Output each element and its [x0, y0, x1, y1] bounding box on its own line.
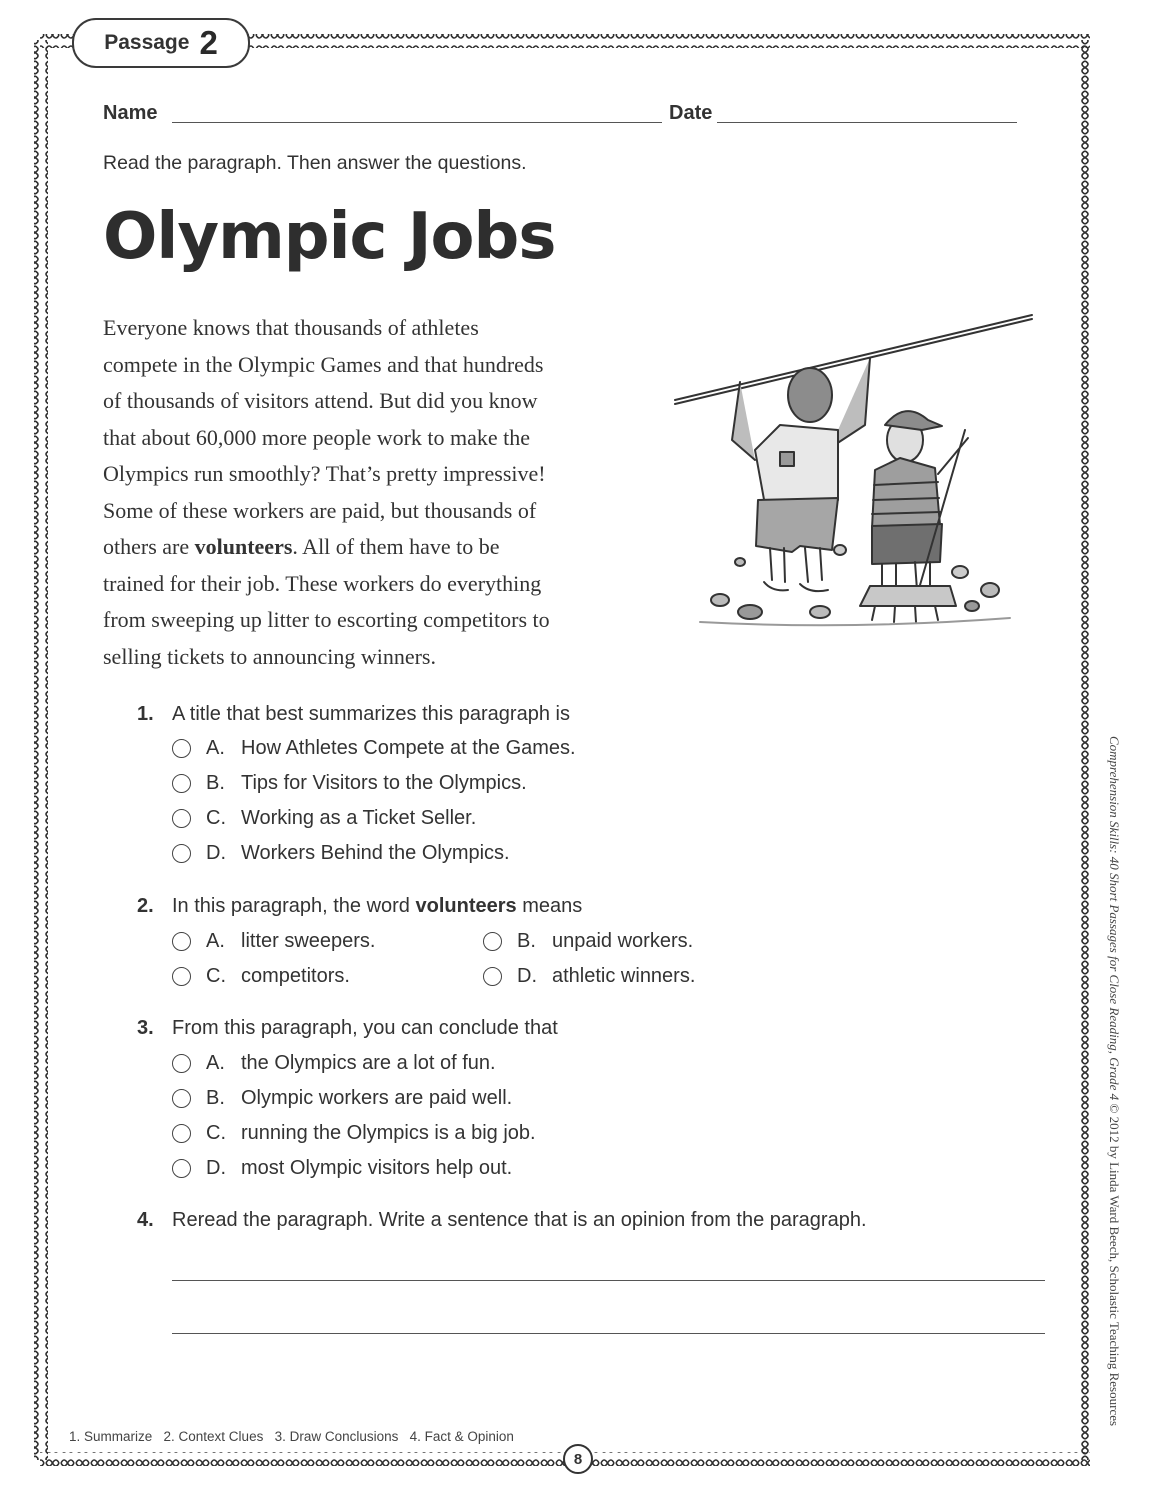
vocabulary-word: volunteers	[415, 895, 517, 917]
radio-button[interactable]	[172, 739, 191, 758]
option-letter: A.	[206, 737, 225, 759]
option-letter: C.	[206, 965, 226, 987]
paragraph-line: compete in the Olympic Games and that hundreds	[103, 351, 544, 377]
option-text: Olympic workers are paid well.	[241, 1087, 513, 1109]
question-number: 2.	[137, 895, 154, 917]
option-text: Working as a Ticket Seller.	[241, 807, 477, 829]
paragraph-line: selling tickets to announcing winners.	[103, 643, 436, 669]
option-letter: A.	[206, 1052, 225, 1074]
answer-option-1b[interactable]	[172, 772, 527, 795]
paragraph-line: that about 60,000 more people work to make the	[103, 424, 531, 450]
name-label: Name	[103, 102, 158, 124]
answer-line[interactable]	[172, 1280, 1045, 1281]
option-letter: D.	[206, 1157, 226, 1179]
date-label: Date	[669, 102, 713, 124]
answer-option-1a[interactable]	[172, 737, 576, 760]
question-text: From this paragraph, you can conclude that	[172, 1017, 558, 1039]
radio-button[interactable]	[172, 1159, 191, 1178]
page-number: 8	[563, 1444, 593, 1474]
paragraph-line: Some of these workers are paid, but thousands of	[103, 497, 537, 523]
radio-button[interactable]	[172, 774, 191, 793]
paragraph-line: Everyone knows that thousands of athletes	[103, 315, 479, 340]
option-text: Workers Behind the Olympics.	[241, 842, 510, 864]
option-text: litter sweepers.	[241, 930, 376, 952]
paragraph-text: others are	[103, 534, 190, 559]
name-field[interactable]	[172, 122, 662, 123]
radio-button[interactable]	[172, 1124, 191, 1143]
radio-button[interactable]	[172, 1089, 191, 1108]
option-text: most Olympic visitors help out.	[241, 1157, 513, 1179]
passage-label: Passage	[104, 31, 190, 54]
skills-list: 1. Summarize 2. Context Clues 3. Draw Conclusions 4. Fact & Opinion	[69, 1429, 514, 1444]
option-letter: D.	[206, 842, 226, 864]
option-text: the Olympics are a lot of fun.	[241, 1052, 496, 1074]
question-text-part: In this paragraph, the word	[172, 895, 410, 917]
answer-option-2a[interactable]	[172, 930, 376, 953]
date-field[interactable]	[717, 122, 1017, 123]
passage-number: 2	[199, 24, 218, 61]
option-letter: C.	[206, 1122, 226, 1144]
radio-button[interactable]	[172, 844, 191, 863]
paragraph-text: . All of them have to be	[292, 534, 500, 559]
answer-option-2d[interactable]	[483, 965, 695, 988]
answer-option-2b[interactable]	[483, 930, 693, 953]
paragraph-line: Olympics run smoothly? That’s pretty impressive!	[103, 461, 546, 486]
option-text: running the Olympics is a big job.	[241, 1122, 536, 1144]
radio-button[interactable]	[172, 809, 191, 828]
option-letter: B.	[206, 772, 225, 794]
question-text	[172, 895, 582, 918]
instructions: Read the paragraph. Then answer the questions.	[103, 152, 527, 174]
credit-text: © 2012 by Linda Ward Beech, Scholastic Teaching Resources	[1107, 1100, 1122, 1427]
option-letter: D.	[517, 965, 537, 987]
book-title: Comprehension Skills: 40 Short Passages for Close Reading, Grade 4	[1107, 735, 1122, 1101]
vocabulary-word: volunteers	[194, 534, 293, 559]
option-text: athletic winners.	[552, 965, 696, 987]
answer-option-3d[interactable]	[172, 1157, 512, 1180]
question-number: 4.	[137, 1209, 154, 1231]
question-number: 3.	[137, 1017, 154, 1039]
question-text: A title that best summarizes this paragraph is	[172, 703, 570, 725]
workers-illustration	[660, 300, 1040, 640]
radio-button[interactable]	[483, 932, 502, 951]
question-number: 1.	[137, 703, 154, 725]
passage-tab	[72, 18, 250, 68]
option-text: unpaid workers.	[552, 930, 694, 952]
option-letter: B.	[517, 930, 536, 952]
radio-button[interactable]	[172, 1054, 191, 1073]
question-text: Reread the paragraph. Write a sentence that is an opinion from the paragraph.	[172, 1209, 867, 1231]
question-text-part: means	[522, 895, 583, 917]
option-letter: B.	[206, 1087, 225, 1109]
radio-button[interactable]	[172, 932, 191, 951]
option-text: competitors.	[241, 965, 350, 987]
answer-option-3b[interactable]	[172, 1087, 512, 1110]
option-letter: C.	[206, 807, 226, 829]
option-text: Tips for Visitors to the Olympics.	[241, 772, 527, 794]
copyright-credit	[1106, 696, 1122, 1466]
page-title: Olympic Jobs	[103, 200, 556, 274]
paragraph-line: trained for their job. These workers do everything	[103, 570, 542, 596]
answer-line[interactable]	[172, 1333, 1045, 1334]
answer-option-1c[interactable]	[172, 807, 476, 830]
option-text: How Athletes Compete at the Games.	[241, 737, 576, 759]
radio-button[interactable]	[172, 967, 191, 986]
radio-button[interactable]	[483, 967, 502, 986]
paragraph-line: from sweeping up litter to escorting competitors to	[103, 607, 550, 632]
option-letter: A.	[206, 930, 225, 952]
answer-option-2c[interactable]	[172, 965, 350, 988]
paragraph-line	[103, 529, 633, 566]
reading-paragraph	[103, 310, 633, 675]
answer-option-1d[interactable]	[172, 842, 510, 865]
answer-option-3c[interactable]	[172, 1122, 536, 1145]
paragraph-line: of thousands of visitors attend. But did you know	[103, 388, 538, 413]
answer-option-3a[interactable]	[172, 1052, 496, 1075]
